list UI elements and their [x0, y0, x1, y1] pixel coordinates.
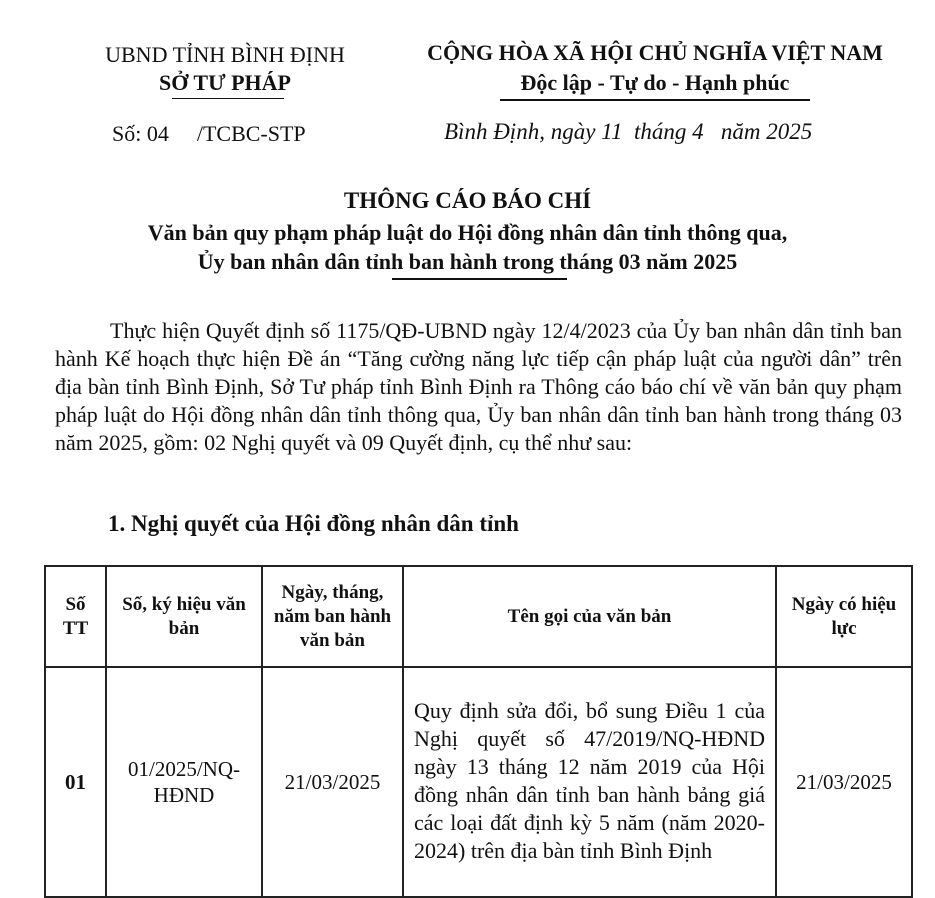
intro-paragraph: Thực hiện Quyết định số 1175/QĐ-UBND ngày 12/4/2023 của Ủy ban nhân dân tỉnh ban hành Kế hoạch thực hiện Đề án “Tăng cường năng lực tiếp cận pháp luật của người dân” trên địa bàn tỉnh Bình Định, Sở Tư pháp tỉnh Bình Định ra Thông cáo báo chí về văn bản quy phạm pháp luật do Hội đồng nhân dân tỉnh thông qua, Ủy ban nhân dân tỉnh ban hành trong tháng 03 năm 2025, gồm: 02 Nghị quyết và 09 Quyết định, cụ thể như sau:: [55, 318, 902, 455]
department-underline: [172, 98, 284, 99]
cell-stt: 01: [45, 667, 106, 897]
cell-code: 01/2025/NQ-HĐND: [106, 667, 262, 897]
col-header-issued-date: Ngày, tháng, năm ban hành văn bản: [262, 566, 403, 667]
col-header-effective-date: Ngày có hiệu lực: [776, 566, 912, 667]
col-header-name: Tên gọi của văn bản: [403, 566, 776, 667]
col-header-code: Số, ký hiệu văn bản: [106, 566, 262, 667]
department-name: SỞ TƯ PHÁP: [158, 70, 291, 95]
document-subtitle-line2: Ủy ban nhân dân tỉnh ban hành trong tháng 03 năm 2025: [197, 249, 738, 274]
national-title: CỘNG HÒA XÃ HỘI CHỦ NGHĨA VIỆT NAM: [427, 40, 883, 65]
motto-underline: [500, 99, 810, 101]
doc-number-prefix: Số:: [112, 121, 142, 146]
document-number: [112, 121, 306, 147]
document-title: THÔNG CÁO BÁO CHÍ: [343, 188, 592, 213]
place-date: Bình Định, ngày 11 tháng 4 năm 2025: [444, 119, 813, 144]
doc-number-suffix: /TCBC-STP: [196, 121, 306, 146]
document-subtitle-line1: Văn bản quy phạm pháp luật do Hội đồng nhân dân tỉnh thông qua,: [147, 220, 788, 245]
cell-effective-date: 21/03/2025: [776, 667, 912, 897]
issuing-agency: UBND TỈNH BÌNH ĐỊNH: [105, 42, 345, 67]
col-header-stt: Số TT: [45, 566, 106, 667]
national-motto: Độc lập - Tự do - Hạnh phúc: [520, 70, 790, 95]
cell-document-name: Quy định sửa đổi, bổ sung Điều 1 của Nghị quyết số 47/2019/NQ-HĐND ngày 13 tháng 12 năm 2019 của Hội đồng nhân dân tỉnh ban hành bảng giá các loại đất định kỳ 5 năm (năm 2020-2024) trên địa bàn tỉnh Bình Định: [403, 667, 776, 897]
section-heading: 1. Nghị quyết của Hội đồng nhân dân tỉnh: [108, 511, 519, 536]
subtitle-underline: [392, 278, 567, 280]
doc-number-value: 04: [146, 121, 169, 146]
resolutions-table: [44, 565, 913, 898]
table-row: [45, 667, 912, 897]
table-header-row: [45, 566, 912, 667]
cell-issued-date: 21/03/2025: [262, 667, 403, 897]
